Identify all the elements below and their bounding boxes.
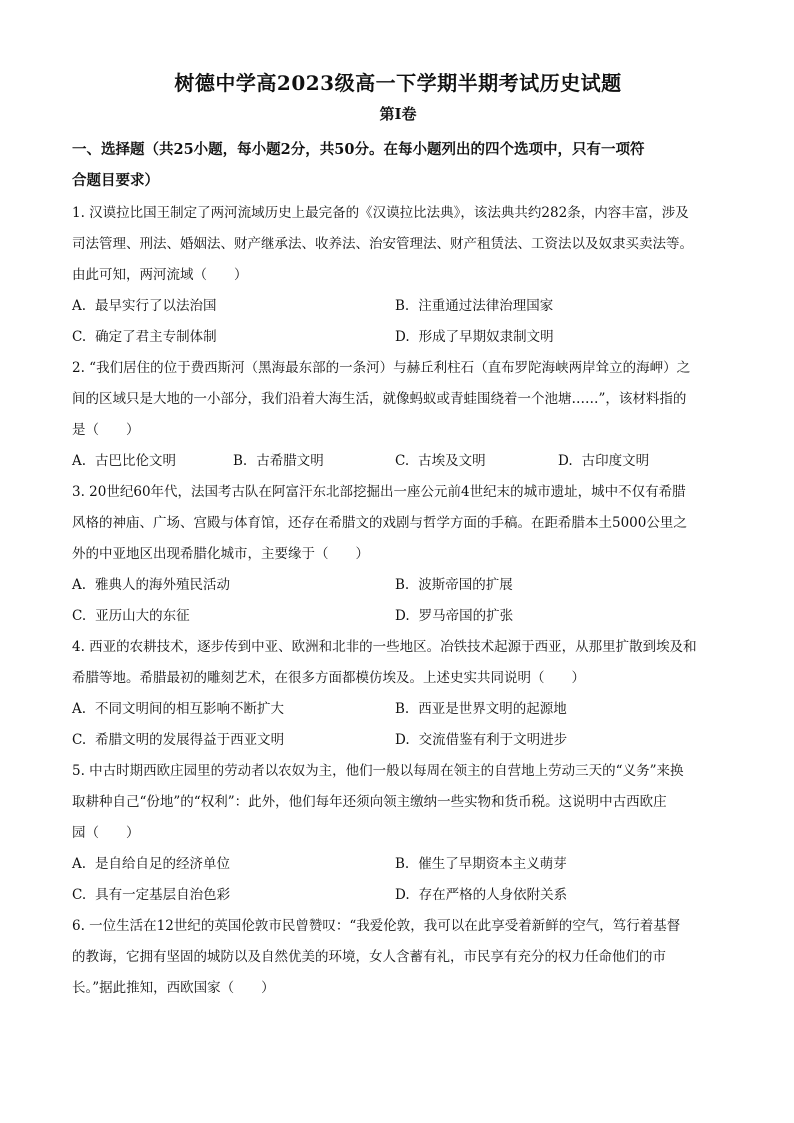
option-b: B. 催生了早期资本主义萌芽: [395, 856, 567, 872]
question-stem: [72, 632, 724, 694]
option-c: C. 古埃及文明: [395, 453, 486, 469]
option-d: D. 罗马帝国的扩张: [395, 608, 514, 624]
question-2: [72, 353, 724, 477]
option-a: A. 古巴比伦文明: [72, 453, 177, 469]
question-6: [72, 911, 724, 1004]
stem-line: 5. 中古时期西欧庄园里的劳动者以农奴为主，他们一般以每周在领主的自营地上劳动三天的“义务”来换: [72, 763, 684, 779]
stem-line: 1. 汉谟拉比国王制定了两河流域历史上最完备的《汉谟拉比法典》，该法典共约282条，内容丰富，涉及: [72, 205, 689, 221]
question-4: [72, 632, 724, 756]
option-a: A. 不同文明间的相互影响不断扩大: [72, 701, 285, 717]
option-d: D. 古印度文明: [558, 453, 650, 469]
option-b: B. 古希腊文明: [233, 453, 324, 469]
section-heading: [72, 134, 724, 196]
stem-line: 园（ ）: [72, 825, 140, 841]
section-heading-line: 合题目要求）: [72, 172, 159, 189]
option-d: D. 交流借鉴有利于文明进步: [395, 732, 568, 748]
stem-line: 由此可知，两河流域（ ）: [72, 267, 248, 283]
option-c: C. 具有一定基层自治色彩: [72, 887, 231, 903]
stem-line: 4. 西亚的农耕技术，逐步传到中亚、欧洲和北非的一些地区。冶铁技术起源于西亚，从那里扩散到埃及和: [72, 639, 697, 655]
option-c: C. 亚历山大的东征: [72, 608, 190, 624]
question-stem: [72, 477, 724, 570]
stem-line: 间的区域只是大地的一小部分，我们沿着大海生活，就像蚂蚁或青蛙围绕着一个池塘……”，该材料指的: [72, 391, 687, 407]
option-c: C. 希腊文明的发展得益于西亚文明: [72, 732, 285, 748]
stem-line: 取耕种自己“份地”的“权利”：此外，他们每年还须向领主缴纳一些实物和货币税。这说明中古西欧庄: [72, 794, 667, 810]
question-1: [72, 198, 724, 353]
exam-title: 树德中学高2023级高一下学期半期考试历史试题: [174, 71, 622, 95]
option-a: A. 是自给自足的经济单位: [72, 856, 231, 872]
stem-line: 希腊等地。希腊最初的雕刻艺术，在很多方面都模仿埃及。上述史实共同说明（ ）: [72, 670, 585, 686]
option-a: A. 最早实行了以法治国: [72, 298, 217, 314]
question-5: [72, 756, 724, 911]
question-stem: [72, 911, 724, 1004]
options-list: [72, 694, 724, 756]
options-list: [72, 291, 724, 353]
question-stem: [72, 353, 724, 446]
stem-line: 3. 20世纪60年代，法国考古队在阿富汗东北部挖掘出一座公元前4世纪末的城市遗址，城中不仅有希腊: [72, 484, 686, 500]
question-stem: [72, 756, 724, 849]
option-b: B. 波斯帝国的扩展: [395, 577, 513, 593]
options-list: [72, 446, 724, 477]
stem-line: 2. “我们居住的位于费西斯河（黑海最东部的一条河）与赫丘利柱石（直布罗陀海峡两岸耸立的海岬）之: [72, 360, 691, 376]
stem-line: 的教诲，它拥有坚固的城防以及自然优美的环境，女人含蓄有礼，市民享有充分的权力任命他们的市: [72, 949, 666, 965]
option-a: A. 雅典人的海外殖民活动: [72, 577, 231, 593]
option-d: D. 形成了早期奴隶制文明: [395, 329, 554, 345]
stem-line: 6. 一位生活在12世纪的英国伦敦市民曾赞叹：“我爱伦敦，我可以在此享受着新鲜的空气，笃行着基督: [72, 918, 681, 934]
stem-line: 是（ ）: [72, 422, 140, 438]
question-3: [72, 477, 724, 632]
option-d: D. 存在严格的人身依附关系: [395, 887, 568, 903]
option-b: B. 注重通过法律治理国家: [395, 298, 554, 314]
stem-line: 风格的神庙、广场、宫殿与体育馆，还存在希腊文的戏剧与哲学方面的手稿。在距希腊本土5000公里之: [72, 515, 687, 531]
stem-line: 外的中亚地区出现希腊化城市，主要缘于（ ）: [72, 546, 369, 562]
stem-line: 司法管理、刑法、婚姻法、财产继承法、收养法、治安管理法、财产租赁法、工资法以及奴隶买卖法等。: [72, 236, 693, 252]
option-b: B. 西亚是世界文明的起源地: [395, 701, 567, 717]
stem-line: 长。”据此推知，西欧国家（ ）: [72, 980, 275, 996]
volume-label: 第I卷: [379, 105, 417, 123]
options-list: [72, 849, 724, 911]
options-list: [72, 570, 724, 632]
option-c: C. 确定了君主专制体制: [72, 329, 217, 345]
section-heading-line: 一、选择题（共25小题，每小题2分，共50分。在每小题列出的四个选项中，只有一项符: [72, 141, 645, 158]
question-stem: [72, 198, 724, 291]
